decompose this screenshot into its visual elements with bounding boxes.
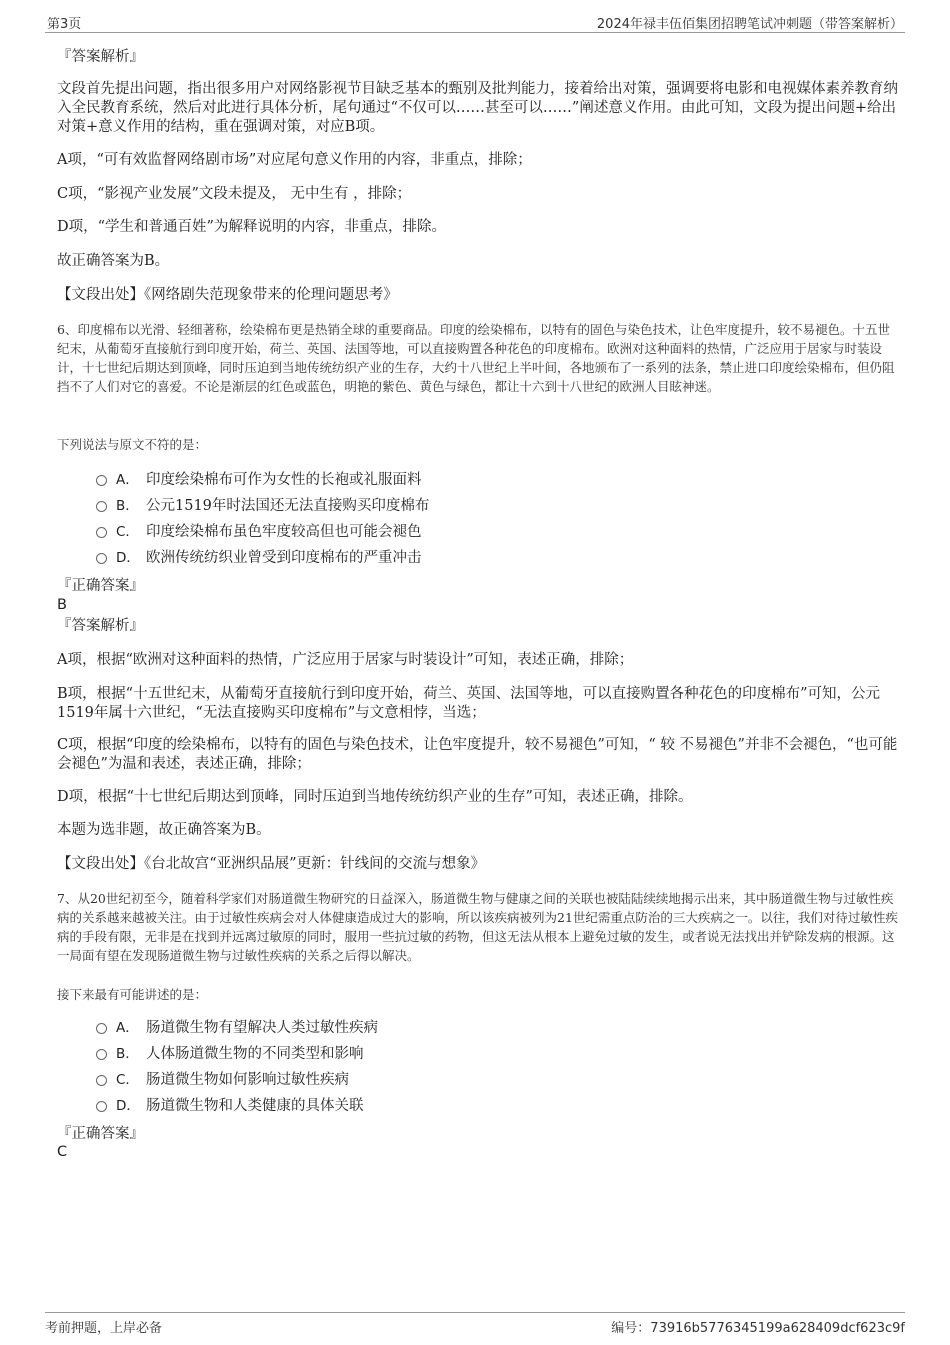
radio-icon[interactable] bbox=[96, 1075, 107, 1086]
q7-question: 接下来最有可能讲述的是： bbox=[57, 987, 208, 1002]
page-header bbox=[45, 12, 905, 33]
q5-source: 【文段出处】《网络剧失范现象带来的伦理问题思考》 bbox=[57, 287, 398, 303]
q7-stem: 7、从20世纪初至今，随着科学家们对肠道微生物研究的日益深入，肠道微生物与健康之间的关联也被陆陆续续地揭示出来，其中肠道微生物与过敏性疾病的关系越来越被关注。由于过敏性疾病会对人体健康造成过大的影响，所以该疾病被列为21世纪需重点防治的三大疾病之一。以往，我们对待过敏性疾病的手段有限，无非是在找到并远离过敏原的同时，服用一些抗过敏的药物，但这无法从根本上避免过敏的发生，或者说无法找出并铲除发病的根源。这一局面有望在发现肠道微生物与过敏性疾病的关系之后得以解决。 bbox=[57, 891, 898, 963]
q6-analysis-label: 『答案解析』 bbox=[57, 618, 144, 634]
q5-conclusion: 故正确答案为B。 bbox=[57, 253, 170, 269]
radio-icon[interactable] bbox=[96, 553, 107, 564]
radio-icon[interactable] bbox=[96, 501, 107, 512]
q6-option-d[interactable]: D． 欧洲传统纺织业曾受到印度棉布的严重冲击 bbox=[96, 548, 422, 568]
q6-option-a[interactable]: A． 印度绘染棉布可作为女性的长袍或礼服面料 bbox=[96, 470, 422, 490]
radio-icon[interactable] bbox=[96, 527, 107, 538]
q6-analysis-c: C项，根据“印度的绘染棉布，以特有的固色与染色技术，让色牢度提升，较不易褪色”可知，“ 较 不易褪色”并非不会褪色，“也可能会褪色”为温和表述，表述正确，排除； bbox=[57, 737, 898, 772]
q5-analysis-a: A项，“可有效监督网络剧市场”对应尾句意义作用的内容，非重点，排除； bbox=[57, 152, 532, 168]
q5-analysis-d: D项，“学生和普通百姓”为解释说明的内容，非重点，排除。 bbox=[57, 219, 446, 235]
q5-analysis-text: 文段首先提出问题，指出很多用户对网络影视节目缺乏基本的甄别及批判能力，接着给出对策，强调要将电影和电视媒体素养教育纳入全民教育系统，然后对此进行具体分析，尾句通过“不仅可以……甚至可以……”阐述意义作用。由此可知，文段为提出问题+给出对策+意义作用的结构，重在强调对策，对应B项。 bbox=[57, 81, 898, 135]
q7-answer: C bbox=[57, 1144, 68, 1160]
q6-stem: 6、印度棉布以光滑、轻细著称，绘染棉布更是热销全球的重要商品。印度的绘染棉布，以特有的固色与染色技术，让色牢度提升，较不易褪色。十五世纪末，从葡萄牙直接航行到印度开始，荷兰、英国、法国等地，可以直接购置各种花色的印度棉布。欧洲对这种面料的热情，广泛应用于居家与时装设计，十七世纪后期达到顶峰，同时压迫到当地传统纺织产业的生存，大约十八世纪上半叶间，各地颁布了一系列的法条，禁止进口印度绘染棉布，但仍阻挡不了人们对它的喜爱。不论是渐层的红色或蓝色，明艳的紫色、黄色与绿色，都让十六到十八世纪的欧洲人目眩神迷。 bbox=[57, 322, 895, 394]
radio-icon[interactable] bbox=[96, 475, 107, 486]
radio-icon[interactable] bbox=[96, 1049, 107, 1060]
page-number: 第3页 bbox=[47, 17, 82, 32]
q7-answer-label: 『正确答案』 bbox=[57, 1126, 144, 1142]
q7-option-b[interactable]: B． 人体肠道微生物的不同类型和影响 bbox=[96, 1044, 364, 1064]
q6-analysis-a: A项，根据“欧洲对这种面料的热情，广泛应用于居家与时装设计”可知，表述正确，排除； bbox=[57, 652, 634, 668]
page-footer bbox=[45, 1312, 905, 1335]
q6-option-c[interactable]: C． 印度绘染棉布虽色牢度较高但也可能会褪色 bbox=[96, 522, 422, 542]
q5-analysis-c: C项，“影视产业发展”文段未提及， 无中生有 ，排除； bbox=[57, 186, 412, 202]
q6-answer-label: 『正确答案』 bbox=[57, 578, 144, 594]
q7-option-a[interactable]: A． 肠道微生物有望解决人类过敏性疾病 bbox=[96, 1018, 378, 1038]
q6-source: 【文段出处】《台北故宫“亚洲织品展”更新：针线间的交流与想象》 bbox=[57, 856, 486, 872]
q6-answer: B bbox=[57, 597, 67, 613]
radio-icon[interactable] bbox=[96, 1101, 107, 1112]
document-title: 2024年禄丰伍佰集团招聘笔试冲刺题（带答案解析） bbox=[596, 17, 903, 32]
q6-option-b[interactable]: B． 公元1519年时法国还无法直接购买印度棉布 bbox=[96, 496, 429, 516]
footer-slogan: 考前押题，上岸必备 bbox=[45, 1321, 163, 1336]
q6-analysis-b: B项，根据“十五世纪末，从葡萄牙直接航行到印度开始，荷兰、英国、法国等地，可以直接购置各种花色的印度棉布”可知，公元1519年属十六世纪，“无法直接购买印度棉布”与文意相悖，当选； bbox=[57, 686, 880, 721]
q7-option-d[interactable]: D． 肠道微生物和人类健康的具体关联 bbox=[96, 1096, 364, 1116]
radio-icon[interactable] bbox=[96, 1023, 107, 1034]
q6-conclusion: 本题为选非题，故正确答案为B。 bbox=[57, 822, 271, 838]
q6-question: 下列说法与原文不符的是： bbox=[57, 437, 208, 452]
q7-option-c[interactable]: C． 肠道微生物如何影响过敏性疾病 bbox=[96, 1070, 349, 1090]
q6-analysis-d: D项，根据“十七世纪后期达到顶峰，同时压迫到当地传统纺织产业的生存”可知，表述正确，排除。 bbox=[57, 789, 693, 805]
q5-analysis-label: 『答案解析』 bbox=[57, 49, 144, 65]
footer-serial: 编号：73916b5776345199a628409dcf623c9f bbox=[611, 1321, 905, 1336]
